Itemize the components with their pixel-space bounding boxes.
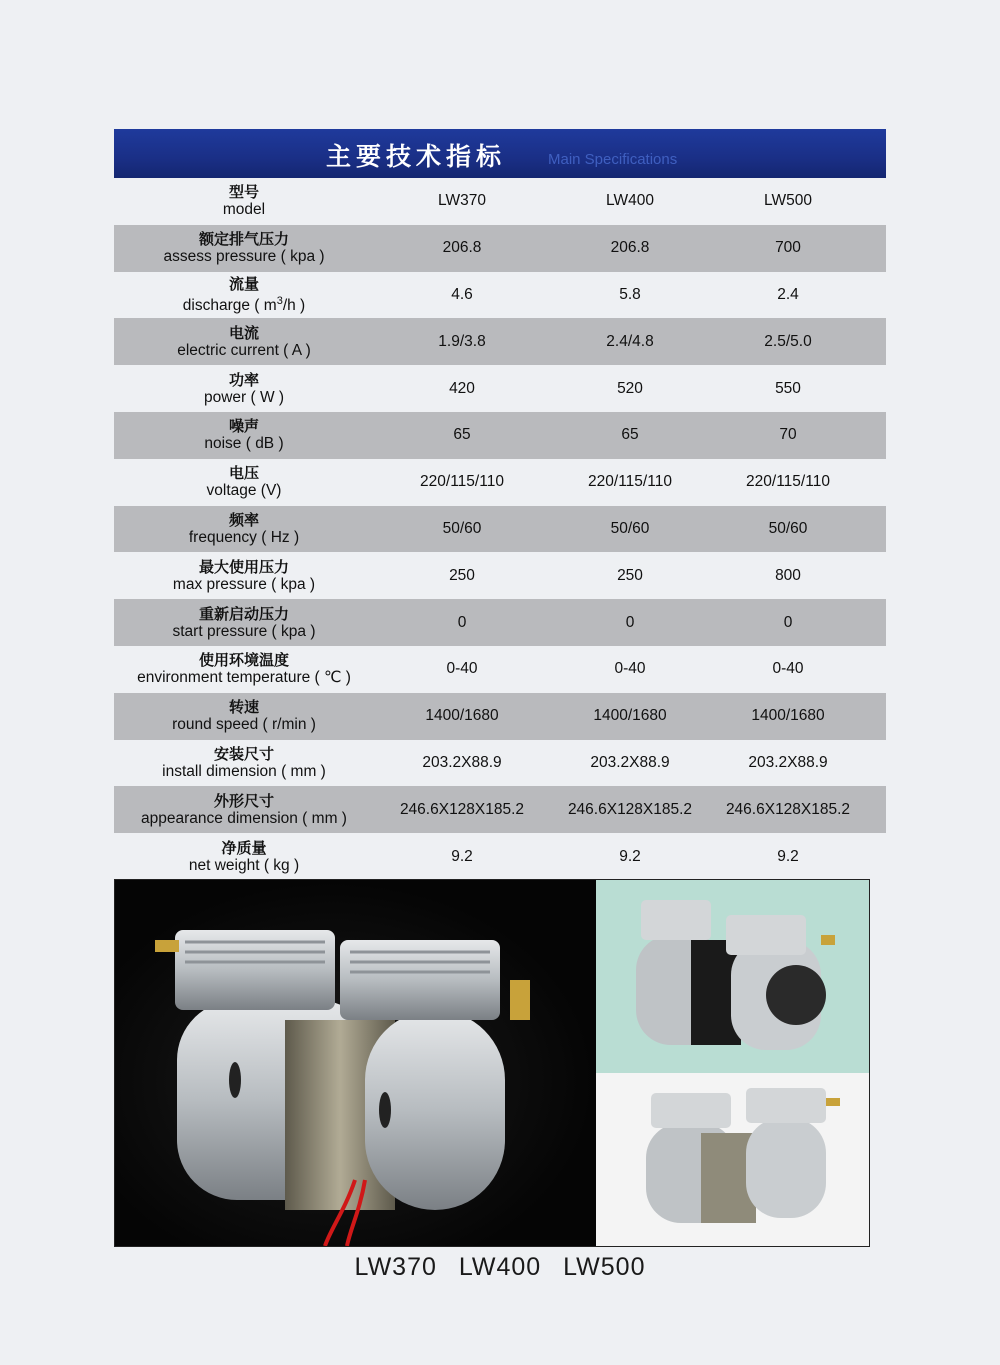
- spec-row-appearance-dimension: [114, 786, 886, 833]
- compressor-illustration-main: [115, 880, 596, 1246]
- row-label-en: round speed ( r/min ): [172, 716, 316, 734]
- cell-lw370: 0: [457, 613, 467, 631]
- spec-row-round-speed: [114, 693, 886, 740]
- cell-lw370: 65: [453, 426, 471, 444]
- header-title-cn: 主要技术指标: [326, 142, 507, 171]
- cell-lw370: LW370: [438, 192, 486, 210]
- cell-lw370: 9.2: [451, 847, 473, 865]
- cell-lw400: 9.2: [619, 847, 641, 865]
- spec-row-start-pressure: [114, 599, 886, 646]
- cell-lw370: 203.2X88.9: [422, 753, 502, 771]
- row-label-en: environment temperature ( ℃ ): [137, 669, 351, 687]
- row-label: [114, 325, 374, 359]
- row-label: [114, 606, 374, 640]
- row-label-cn: 电流: [228, 323, 259, 342]
- row-label: [114, 746, 374, 780]
- cell-lw400: 50/60: [610, 519, 650, 537]
- row-label-en-main: discharge ( m: [182, 297, 277, 315]
- cell-lw400: 203.2X88.9: [590, 753, 670, 771]
- cell-lw500: 550: [775, 379, 801, 397]
- cell-lw500: 0-40: [772, 660, 804, 678]
- row-label: [114, 699, 374, 733]
- cell-lw370: 206.8: [442, 239, 482, 257]
- cell-lw400: 5.8: [619, 285, 641, 303]
- row-label-en: max pressure ( kpa ): [172, 575, 316, 593]
- row-label-cn: 电压: [228, 464, 259, 483]
- row-label-en-sup: 3: [276, 294, 283, 307]
- cell-lw500: 70: [779, 426, 797, 444]
- cell-lw500: 2.5/5.0: [764, 332, 812, 350]
- spec-table: [114, 129, 886, 880]
- row-label-en: electric current ( A ): [177, 341, 311, 359]
- row-label: [114, 276, 374, 314]
- cell-lw500: LW500: [764, 192, 812, 210]
- cell-lw500: 203.2X88.9: [748, 753, 828, 771]
- cell-lw500: 0: [783, 613, 793, 631]
- cell-lw500: 50/60: [768, 519, 808, 537]
- row-label-en-tail: /h ): [282, 297, 306, 315]
- row-label: [114, 418, 374, 452]
- cell-lw370: 250: [449, 566, 475, 584]
- row-label: [114, 512, 374, 546]
- row-label-en: model: [222, 201, 266, 219]
- row-label-en: power ( W ): [203, 388, 285, 406]
- compressor-photo-top: [596, 880, 869, 1073]
- spec-row-discharge: [114, 272, 886, 319]
- row-label-en: net weight ( kg ): [188, 856, 300, 874]
- cell-lw400: 520: [617, 379, 643, 397]
- cell-lw370: 0-40: [446, 660, 478, 678]
- row-label-en: frequency ( Hz ): [188, 528, 300, 546]
- cell-lw370: 1400/1680: [425, 707, 499, 725]
- header-title-en: Main Specifications: [548, 151, 678, 168]
- cell-lw370: 50/60: [442, 519, 482, 537]
- spec-row-voltage: [114, 459, 886, 506]
- cell-lw400: 0-40: [614, 660, 646, 678]
- row-label-cn: 额定排气压力: [198, 230, 289, 249]
- row-label-cn: 功率: [228, 370, 259, 389]
- row-label: [114, 184, 374, 218]
- row-label: [114, 840, 374, 874]
- spec-row-install-dimension: [114, 740, 886, 787]
- row-label: [114, 559, 374, 593]
- spec-row-model: [114, 178, 886, 225]
- spec-row-environment-temperature: [114, 646, 886, 693]
- row-label-cn: 转速: [228, 698, 259, 717]
- row-label: [114, 793, 374, 827]
- row-label-cn: 噪声: [228, 417, 259, 436]
- row-label-cn: 型号: [228, 183, 259, 202]
- spec-row-max-pressure: [114, 552, 886, 599]
- cell-lw400: LW400: [606, 192, 654, 210]
- row-label: [114, 231, 374, 265]
- compressor-photo-bottom: [596, 1073, 869, 1246]
- compressor-photo-main: [115, 880, 596, 1246]
- row-label-cn: 使用环境温度: [198, 651, 289, 670]
- cell-lw370: 420: [449, 379, 475, 397]
- row-label: [114, 465, 374, 499]
- row-label-en: start pressure ( kpa ): [172, 622, 316, 640]
- compressor-illustration-bottom: [596, 1073, 869, 1246]
- spec-row-electric-current: [114, 318, 886, 365]
- model-caption: LW370 LW400 LW500: [354, 1253, 646, 1281]
- cell-lw370: 4.6: [451, 285, 473, 303]
- cell-lw370: 1.9/3.8: [438, 332, 486, 350]
- spec-row-assess-pressure: [114, 225, 886, 272]
- row-label-cn: 流量: [228, 274, 259, 293]
- cell-lw370: 220/115/110: [420, 473, 504, 491]
- row-label-en: voltage (V): [206, 482, 282, 500]
- product-photos: [114, 879, 870, 1247]
- row-label-en: install dimension ( mm ): [162, 762, 326, 780]
- row-label-en: noise ( dB ): [204, 435, 284, 453]
- spec-header: [114, 129, 886, 178]
- spec-row-net-weight: [114, 833, 886, 880]
- cell-lw400: 250: [617, 566, 643, 584]
- row-label-cn: 安装尺寸: [213, 744, 274, 763]
- spec-row-power: [114, 365, 886, 412]
- cell-lw370: 246.6X128X185.2: [399, 800, 525, 818]
- row-label-cn: 频率: [228, 510, 259, 529]
- cell-lw500: 246.6X128X185.2: [725, 800, 851, 818]
- cell-lw500: 800: [775, 566, 801, 584]
- spec-row-noise: [114, 412, 886, 459]
- cell-lw400: 220/115/110: [588, 473, 672, 491]
- row-label-cn: 重新启动压力: [198, 604, 289, 623]
- cell-lw400: 206.8: [610, 239, 650, 257]
- cell-lw400: 0: [625, 613, 635, 631]
- cell-lw400: 1400/1680: [593, 707, 667, 725]
- cell-lw500: 700: [775, 239, 801, 257]
- cell-lw400: 2.4/4.8: [606, 332, 654, 350]
- cell-lw500: 9.2: [777, 847, 799, 865]
- cell-lw500: 1400/1680: [751, 707, 825, 725]
- row-label-en: appearance dimension ( mm ): [141, 809, 347, 827]
- cell-lw400: 246.6X128X185.2: [567, 800, 693, 818]
- row-label: [114, 652, 374, 686]
- row-label-en: [114, 293, 374, 314]
- row-label-cn: 最大使用压力: [198, 557, 289, 576]
- row-label-cn: 外形尺寸: [213, 791, 274, 810]
- cell-lw500: 2.4: [777, 285, 799, 303]
- compressor-illustration-top: [596, 880, 869, 1073]
- cell-lw500: 220/115/110: [746, 473, 830, 491]
- cell-lw400: 65: [621, 426, 639, 444]
- row-label-en: assess pressure ( kpa ): [163, 248, 325, 266]
- spec-row-frequency: [114, 506, 886, 553]
- row-label-cn: 净质量: [221, 838, 267, 857]
- row-label: [114, 372, 374, 406]
